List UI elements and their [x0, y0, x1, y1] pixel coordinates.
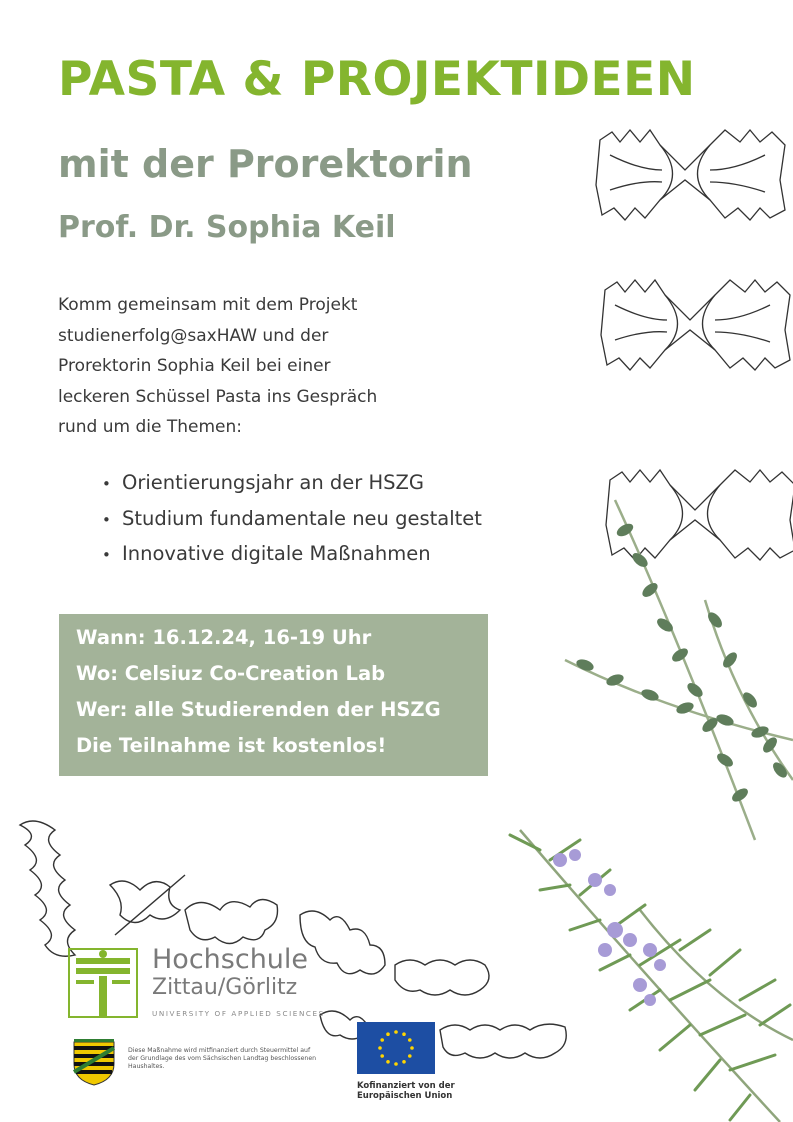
intro-line: studienerfolg@saxHAW und der [58, 325, 329, 346]
event-where: Wo: Celsiuz Co-Creation Lab [76, 662, 386, 685]
bullet-icon: • [102, 546, 111, 564]
intro-line: rund um die Themen: [58, 417, 242, 437]
eu-caption-line: Kofinanziert von der [357, 1081, 455, 1091]
logo-tagline: UNIVERSITY OF APPLIED SCIENCES [152, 1009, 325, 1018]
list-item [102, 466, 482, 502]
funding-note [128, 1047, 318, 1071]
saxony-coat-of-arms-icon [72, 1038, 116, 1086]
event-cost: Die Teilnahme ist kostenlos! [76, 734, 387, 757]
poster-subtitle: mit der Prorektorin [58, 142, 473, 186]
speaker-name: Prof. Dr. Sophia Keil [58, 210, 396, 245]
list-item [102, 537, 482, 573]
logo-line-2: Zittau/Görlitz [152, 975, 298, 1000]
topic-list [102, 466, 482, 573]
intro-line: leckeren Schüssel Pasta ins Gespräch [58, 386, 378, 407]
event-info-box [59, 614, 488, 776]
eu-funding-caption [357, 1081, 455, 1101]
bullet-icon: • [102, 475, 111, 493]
eu-caption-line: Europäischen Union [357, 1091, 453, 1101]
funding-line: der Grundlage des vom Sächsischen Landtag beschlossenen [128, 1055, 317, 1062]
poster-title: PASTA & PROJEKTIDEEN [58, 52, 696, 107]
intro-paragraph [58, 290, 458, 443]
funding-line: Haushaltes. [128, 1063, 165, 1070]
event-who: Wer: alle Studierenden der HSZG [76, 698, 441, 721]
funding-line: Diese Maßnahme wird mitfinanziert durch Steuermittel auf [128, 1047, 311, 1054]
list-item [102, 502, 482, 538]
topic-text: Studium fundamentale neu gestaltet [122, 506, 482, 530]
intro-line: Komm gemeinsam mit dem Projekt [58, 295, 358, 315]
bullet-icon: • [102, 510, 111, 529]
intro-line: Prorektorin Sophia Keil bei einer [58, 356, 331, 376]
hszg-logo-icon [68, 948, 138, 1018]
event-when: Wann: 16.12.24, 16-19 Uhr [76, 626, 372, 649]
logo-line-1: Hochschule [152, 944, 309, 975]
topic-text: Orientierungsjahr an der HSZG [122, 471, 425, 494]
topic-text: Innovative digitale Maßnahmen [122, 542, 431, 565]
eu-flag-icon [357, 1022, 435, 1074]
